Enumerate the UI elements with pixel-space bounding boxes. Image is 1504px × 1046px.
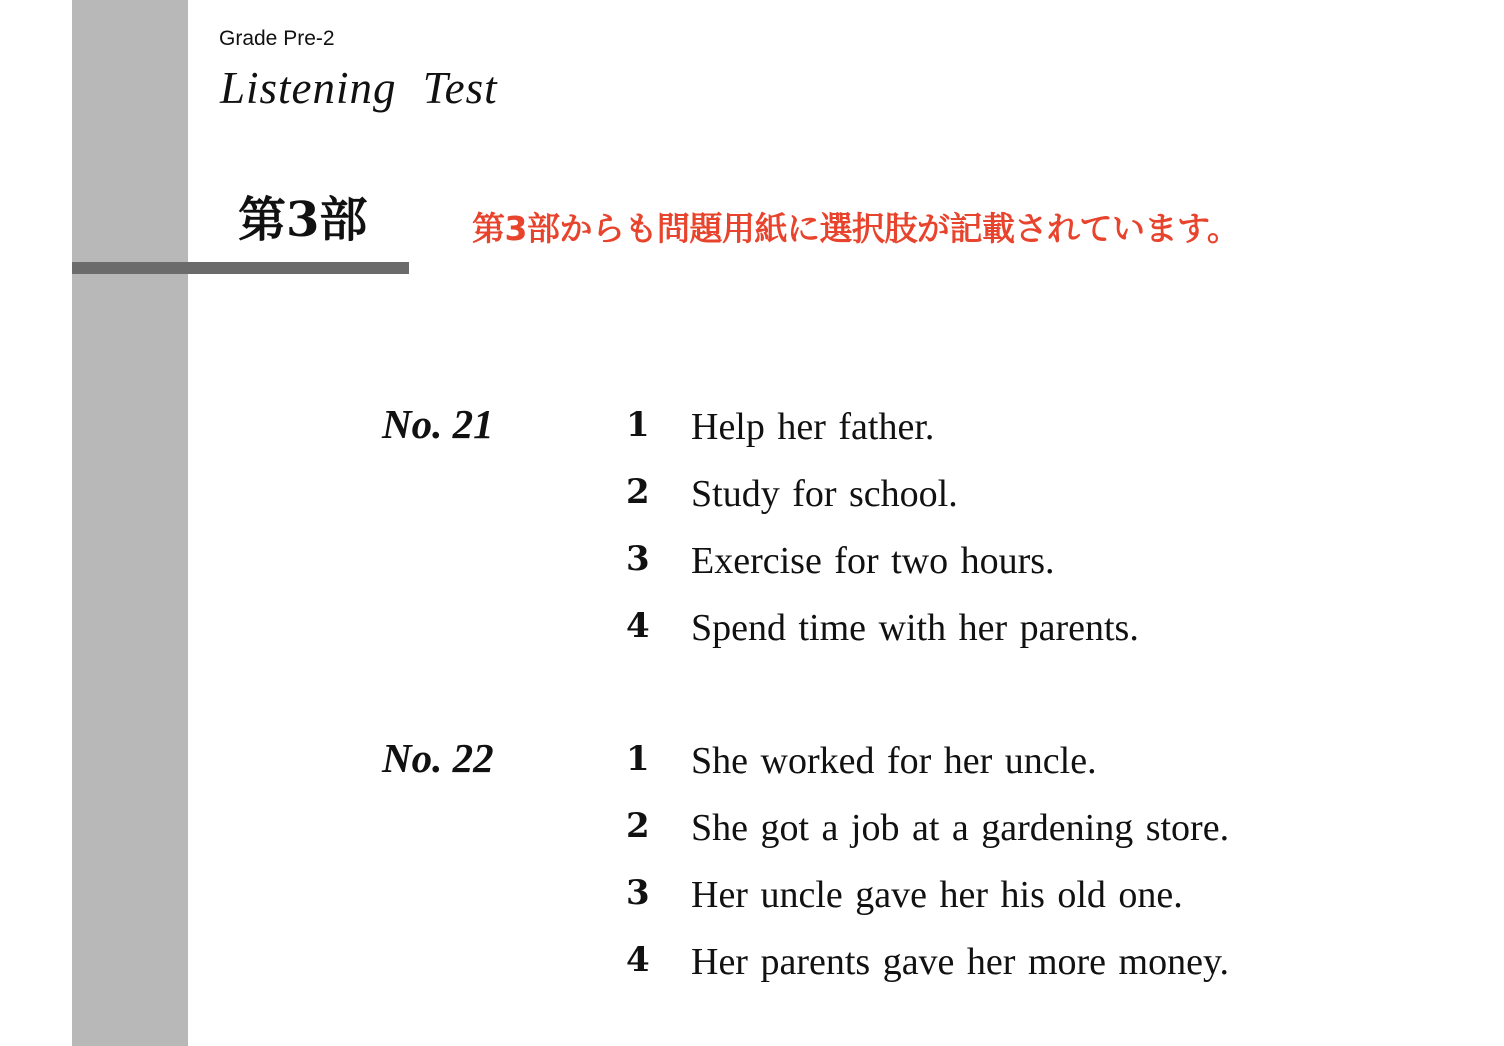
section-underline — [72, 262, 409, 274]
question-number: No. 21 — [382, 401, 494, 447]
choice-text: Study for school. — [691, 473, 958, 515]
answer-choice[interactable] — [0, 539, 1400, 592]
section-note: 第3部からも問題用紙に選択肢が記載されています。 — [472, 209, 1240, 248]
grade-label: Grade Pre-2 — [219, 27, 335, 50]
choice-text: She worked for her uncle. — [691, 740, 1097, 782]
test-title: Listening Test — [220, 63, 498, 113]
choice-number: 3 — [626, 539, 650, 579]
choice-number: 4 — [626, 940, 650, 980]
choice-text: She got a job at a gardening store. — [691, 807, 1230, 849]
choice-number: 1 — [626, 405, 650, 445]
choice-text: Her parents gave her more money. — [691, 941, 1229, 983]
choice-number: 1 — [626, 739, 650, 779]
answer-choice[interactable] — [0, 873, 1400, 926]
choice-number: 2 — [626, 806, 650, 846]
choice-text: Exercise for two hours. — [691, 540, 1055, 582]
question-number: No. 22 — [382, 735, 494, 781]
answer-choice[interactable] — [0, 405, 1400, 458]
choice-text: Her uncle gave her his old one. — [691, 874, 1183, 916]
choice-text: Spend time with her parents. — [691, 607, 1139, 649]
answer-choice[interactable] — [0, 606, 1400, 659]
choice-number: 2 — [626, 472, 650, 512]
choice-text: Help her father. — [691, 406, 935, 448]
answer-choice[interactable] — [0, 472, 1400, 525]
choice-number: 3 — [626, 873, 650, 913]
answer-choice[interactable] — [0, 739, 1400, 792]
answer-choice[interactable] — [0, 806, 1400, 859]
section-heading: 第3部 — [238, 192, 368, 248]
choice-number: 4 — [626, 606, 650, 646]
answer-choice[interactable] — [0, 940, 1400, 993]
